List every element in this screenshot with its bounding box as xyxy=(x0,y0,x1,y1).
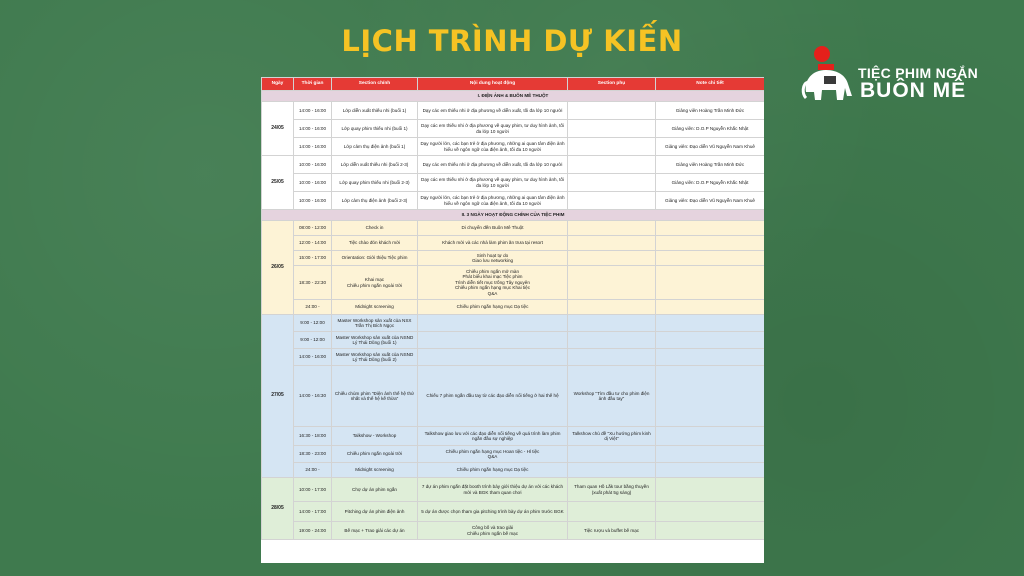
header-day: Ngày xyxy=(262,78,294,91)
table-row: 12:00 - 14:00 Tiệc chào đón khách mời Khách mời và các nhà làm phim ăn trưa tại resort xyxy=(262,236,765,251)
day-cell: 26/05 xyxy=(262,221,294,315)
table-row: 14:00 - 17:00 Pitching dự án phim điện ảnh 5 dự án được chọn tham gia pitching trình bày dự án phim trước BGK xyxy=(262,502,765,522)
header-time: Thời gian xyxy=(294,78,332,91)
table-row: 15:00 - 17:00 Orientation: Giới thiệu Tiệc phim Sinh hoạt tự do Giao lưu networking xyxy=(262,251,765,266)
table-row: 25/05 10:00 - 16:00 Lớp diễn xuất thiếu nhi (buổi 2-3) Dạy các em thiếu nhi ở địa phương về diễn xuất, tối đa lớp 10 người Giảng viên Hoàng Trần Minh Đức xyxy=(262,156,765,174)
table-row: 14:00 - 16:00 Lớp quay phim thiếu nhi (buổi 1) Dạy các em thiếu nhi ở địa phương về quay phim, tư duy hình ảnh, tối đa lớp 10 người Giảng viên: D.O.P Nguyễn Khắc Nhật xyxy=(262,120,765,138)
table-row: 10:00 - 16:00 Lớp cảm thụ điện ảnh (buổi 2-3) Dạy người lớn, các bạn trẻ ở địa phương, những ai quan tâm điện ảnh hiểu về ngôn ngữ của điện ảnh, tối đa 10 người Giảng viên: Đạo diễn Vũ Nguyễn Nam Khuê xyxy=(262,192,765,210)
table-row: 18:30 - 22:30 Khai mạc Chiếu phim ngắn ngoài trời Chiếu phim ngắn mở màn Phát biểu khai mạc Tiệc phim Trình diễn tiết mục trống Tây nguyên Chiếu phim ngắn hạng mục Khai tiệc Q&A xyxy=(262,266,765,300)
table-row: 16:30 - 18:00 Talkshow - Workshop Talkshow giao lưu với các đạo diễn nổi tiếng về quá trình làm phim ngắn đầu sự nghiệp Talkshow chủ đề "Xu hướng phim kinh dị Việt" xyxy=(262,427,765,446)
logo-line2: BUÔN MÊ xyxy=(860,79,967,102)
schedule-table xyxy=(261,77,764,540)
table-row: 10:00 - 16:00 Lớp quay phim thiếu nhi (buổi 2-3) Dạy các em thiếu nhi ở địa phương về quay phim, tư duy hình ảnh, tối đa lớp 10 người Giảng viên: D.O.P Nguyễn Khắc Nhật xyxy=(262,174,765,192)
table-row: 24:00 - Midnight screening Chiếu phim ngắn hạng mục Dạ tiệc xyxy=(262,463,765,478)
festival-logo xyxy=(800,44,980,108)
header-content: Nội dung hoạt động xyxy=(418,78,568,91)
header-note: Note chi tiết xyxy=(656,78,765,91)
table-row: 18:30 - 23:00 Chiếu phim ngắn ngoài trời Chiếu phim ngắn hạng mục Hoan tiệc - Hỉ tiệc Q&A xyxy=(262,446,765,463)
header-main-section: Section chính xyxy=(332,78,418,91)
table-row: 26/05 08:00 - 12:00 Check in Di chuyển đến Buôn Mê Thuột xyxy=(262,221,765,236)
table-row: 27/05 9:00 - 12:00 Master Workshop sản xuất của NSX Trần Thị Bích Ngọc xyxy=(262,315,765,332)
table-row: 24/05 14:00 - 16:00 Lớp diễn xuất thiếu nhi (buổi 1) Dạy các em thiếu nhi ở địa phương về diễn xuất, tối đa lớp 10 người Giảng viên Hoàng Trần Minh Đức xyxy=(262,102,765,120)
table-row: 19:00 - 24:00 Bế mạc + Trao giải các dự án Công bố và trao giải Chiếu phim ngắn bế mạc Tiệc rượu và buffet bế mạc xyxy=(262,522,765,540)
day-cell: 28/05 xyxy=(262,478,294,540)
table-row: 14:00 - 16:00 Master Workshop sản xuất của NSND Lý Thái Dũng (buổi 2) xyxy=(262,349,765,366)
logo-line1: TIỆC PHIM NGẮN xyxy=(858,65,979,81)
red-sun-icon xyxy=(814,46,830,62)
section-heading-2: II. 3 NGÀY HOẠT ĐỘNG CHÍNH CỦA TIỆC PHIM xyxy=(262,210,765,221)
elephant-icon xyxy=(800,62,856,102)
section-heading-1: I. ĐIỆN ẢNH & BUÔN MÊ THUỘT xyxy=(262,91,765,102)
table-row: 24:00 - Midnight screening Chiếu phim ngắn hạng mục Dạ tiệc xyxy=(262,300,765,315)
schedule-sheet xyxy=(261,77,764,563)
page-title: LỊCH TRÌNH DỰ KIẾN xyxy=(341,24,683,58)
header-row xyxy=(262,78,765,91)
table-row: 14:00 - 16:00 Lớp cảm thụ điện ảnh (buổi 1) Dạy người lớn, các bạn trẻ ở địa phương, những ai quan tâm điện ảnh hiểu về ngôn ngữ của điện ảnh, tối đa 10 người Giảng viên: Đạo diễn Vũ Nguyễn Nam Khuê xyxy=(262,138,765,156)
day-cell: 27/05 xyxy=(262,315,294,478)
day-cell: 25/05 xyxy=(262,156,294,210)
header-sub-section: Section phụ xyxy=(568,78,656,91)
day-cell: 24/05 xyxy=(262,102,294,156)
table-row: 28/05 10:00 - 17:00 Chợ dự án phim ngắn 7 dự án phim ngắn đặt booth trình bày giới thiệu dự án với các khách mời và BGK tham quan chơi Tham quan Hồ Lắk tour bằng thuyền (xuất phát 5g sáng) xyxy=(262,478,765,502)
table-row: 14:00 - 16:30 Chiếu chùm phim "Điện ảnh thế hệ thứ nhất và thế hệ kế thừa" Chiếu 7 phim ngắn đầu tay từ các đạo diễn nổi tiếng ở hai thế hệ Workshop "Tìm đầu tư cho phim điện ảnh đầu tay" xyxy=(262,366,765,427)
table-row: 9:00 - 12:00 Master Workshop sản xuất của NSND Lý Thái Dũng (buổi 1) xyxy=(262,332,765,349)
